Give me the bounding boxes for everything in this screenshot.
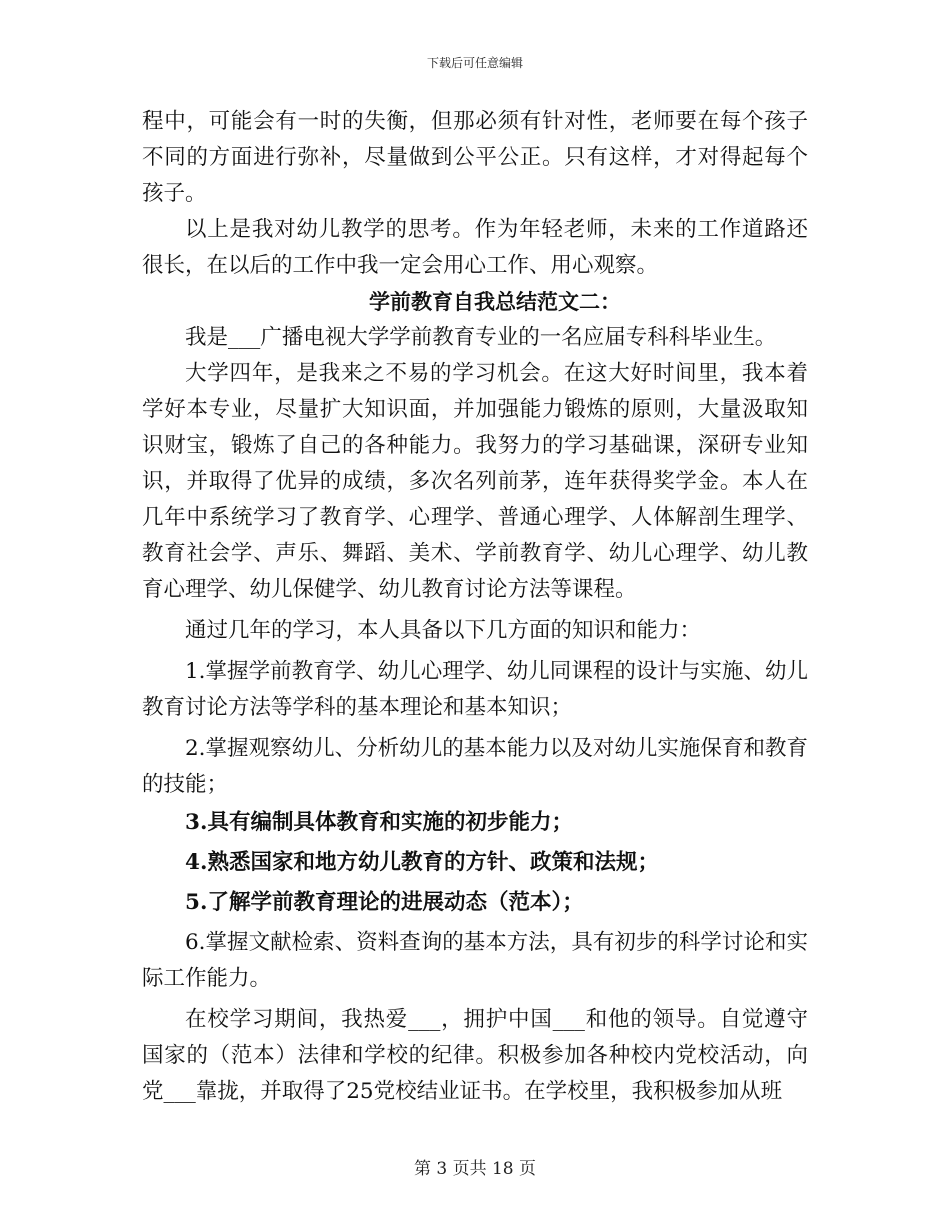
- paragraph-6: 在校学习期间，我热爱___，拥护中国___和他的领导。自觉遵守国家的（范本）法律和学校的纪律。积极参加各种校内党校活动，向党___靠拢，并取得了25党校结业证书。在学校里，我积极参加从班: [142, 1007, 808, 1104]
- list-item-3: 3.具有编制具体教育和实施的初步能力；: [185, 810, 573, 835]
- list-item-5: 5.了解学前教育理论的进展动态（范本）；: [185, 890, 584, 915]
- page-header: 下载后可任意编辑: [426, 56, 523, 70]
- paragraph-5: 通过几年的学习，本人具备以下几方面的知识和能力：: [185, 618, 702, 643]
- page-footer: 第 3 页共 18 页: [413, 1159, 537, 1179]
- list-item-2: 2.掌握观察幼儿、分析幼儿的基本能力以及对幼儿实施保育和教育的技能；: [142, 736, 808, 797]
- list-item-4: 4.熟悉国家和地方幼儿教育的方针、政策和法规；: [185, 850, 659, 875]
- paragraph-1: 程中，可能会有一时的失衡，但那必须有针对性，老师要在每个孩子不同的方面进行弥补，尽量做到公平公正。只有这样，才对得起每个孩子。: [142, 109, 808, 206]
- section-heading: 学前教育自我总结范文二：: [369, 289, 621, 314]
- paragraph-3: 我是___广播电视大学学前教育专业的一名应届专科科毕业生。: [185, 325, 777, 350]
- list-item-6: 6.掌握文献检索、资料查询的基本方法，具有初步的科学讨论和实际工作能力。: [142, 930, 808, 991]
- paragraph-4: 大学四年，是我来之不易的学习机会。在这大好时间里，我本着学好本专业，尽量扩大知识面，并加强能力锻炼的原则，大量汲取知识财宝，锻炼了自己的各种能力。我努力的学习基础课，深研专业知识，并取得了优异的成绩，多次名列前茅，连年获得奖学金。本人在几年中系统学习了教育学、心理学、普通心理学、人体解剖生理学、教育社会学、声乐、舞蹈、美术、学前教育学、幼儿心理学、幼儿教育心理学、幼儿保健学、幼儿教育讨论方法等课程。: [142, 361, 808, 602]
- document-body: [142, 104, 808, 1110]
- list-item-1: 1.掌握学前教育学、幼儿心理学、幼儿同课程的设计与实施、幼儿教育讨论方法等学科的基本理论和基本知识；: [142, 659, 808, 720]
- paragraph-2: 以上是我对幼儿教学的思考。作为年轻老师，未来的工作道路还很长，在以后的工作中我一定会用心工作、用心观察。: [142, 217, 808, 278]
